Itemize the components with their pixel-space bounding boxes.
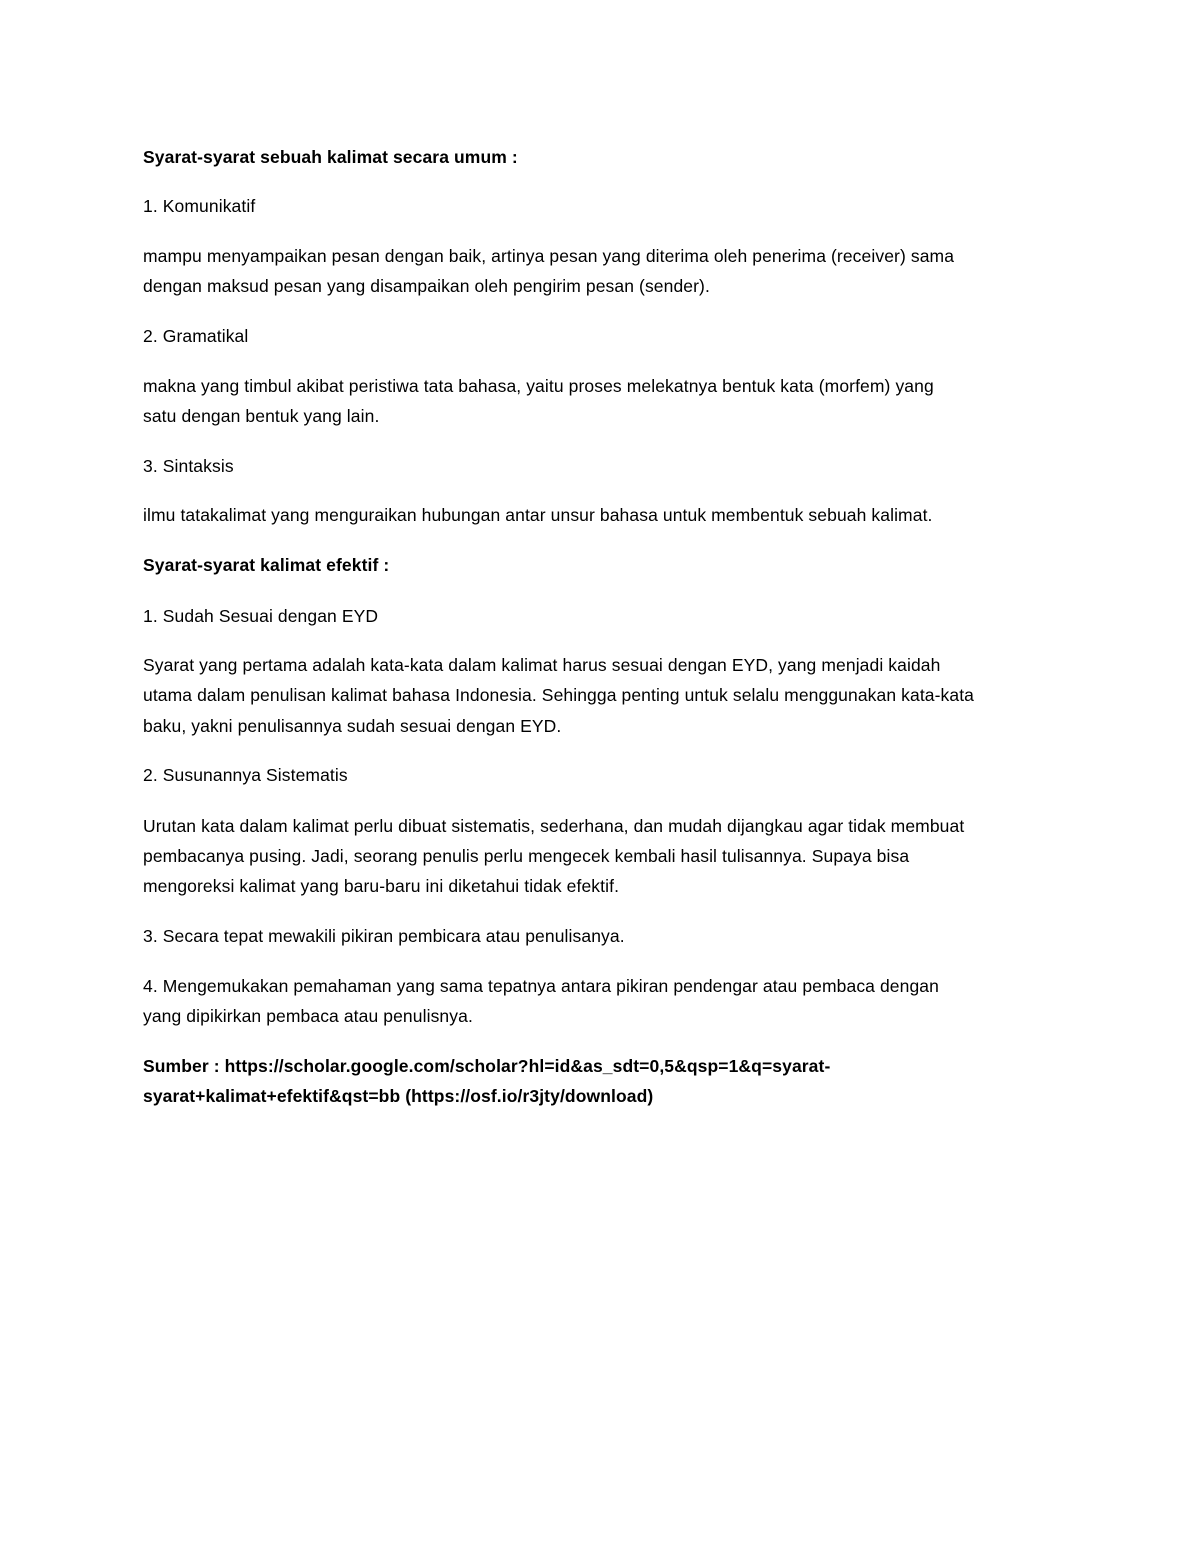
effective-item-4-title-line-1: 4. Mengemukakan pemahaman yang sama tepatnya antara pikiran pendengar atau pembaca dengan	[143, 976, 939, 996]
effective-item-2-desc-line-2: pembacanya pusing. Jadi, seorang penulis perlu mengecek kembali hasil tulisannya. Supaya bisa	[143, 846, 910, 866]
general-item-3-title: 3. Sintaksis	[143, 456, 234, 476]
effective-item-1-title: 1. Sudah Sesuai dengan EYD	[143, 606, 379, 626]
general-item-3-desc-line-1: ilmu tatakalimat yang menguraikan hubungan antar unsur bahasa untuk membentuk sebuah kalimat.	[143, 505, 933, 525]
heading-effective-requirements: Syarat-syarat kalimat efektif :	[143, 555, 390, 575]
heading-general-requirements: Syarat-syarat sebuah kalimat secara umum :	[143, 147, 518, 167]
effective-item-2-desc-line-1: Urutan kata dalam kalimat perlu dibuat sistematis, sederhana, dan mudah dijangkau agar tidak membuat	[143, 816, 965, 836]
general-item-2-desc-line-1: makna yang timbul akibat peristiwa tata bahasa, yaitu proses melekatnya bentuk kata (morfem) yang	[143, 376, 934, 396]
general-item-2-title: 2. Gramatikal	[143, 326, 249, 346]
source-line-1: Sumber : https://scholar.google.com/scholar?hl=id&as_sdt=0,5&qsp=1&q=syarat-	[143, 1056, 831, 1076]
effective-item-4-title-line-2: yang dipikirkan pembaca atau penulisnya.	[143, 1006, 473, 1026]
general-item-1-desc-line-2: dengan maksud pesan yang disampaikan oleh pengirim pesan (sender).	[143, 276, 710, 296]
effective-item-1-desc-line-2: utama dalam penulisan kalimat bahasa Indonesia. Sehingga penting untuk selalu menggunakan kata-kata	[143, 685, 975, 705]
general-item-1-desc-line-1: mampu menyampaikan pesan dengan baik, artinya pesan yang diterima oleh penerima (receiver) sama	[143, 246, 955, 266]
effective-item-2-desc-line-3: mengoreksi kalimat yang baru-baru ini diketahui tidak efektif.	[143, 876, 620, 896]
effective-item-2-title: 2. Susunannya Sistematis	[143, 765, 348, 785]
general-item-2-desc-line-2: satu dengan bentuk yang lain.	[143, 406, 380, 426]
effective-item-1-desc-line-3: baku, yakni penulisannya sudah sesuai dengan EYD.	[143, 716, 562, 736]
general-item-1-title: 1. Komunikatif	[143, 196, 256, 216]
document-page	[143, 0, 1073, 1553]
effective-item-3-title: 3. Secara tepat mewakili pikiran pembicara atau penulisanya.	[143, 926, 625, 946]
source-line-2: syarat+kalimat+efektif&qst=bb (https://osf.io/r3jty/download)	[143, 1086, 654, 1106]
effective-item-1-desc-line-1: Syarat yang pertama adalah kata-kata dalam kalimat harus sesuai dengan EYD, yang menjadi kaidah	[143, 655, 941, 675]
